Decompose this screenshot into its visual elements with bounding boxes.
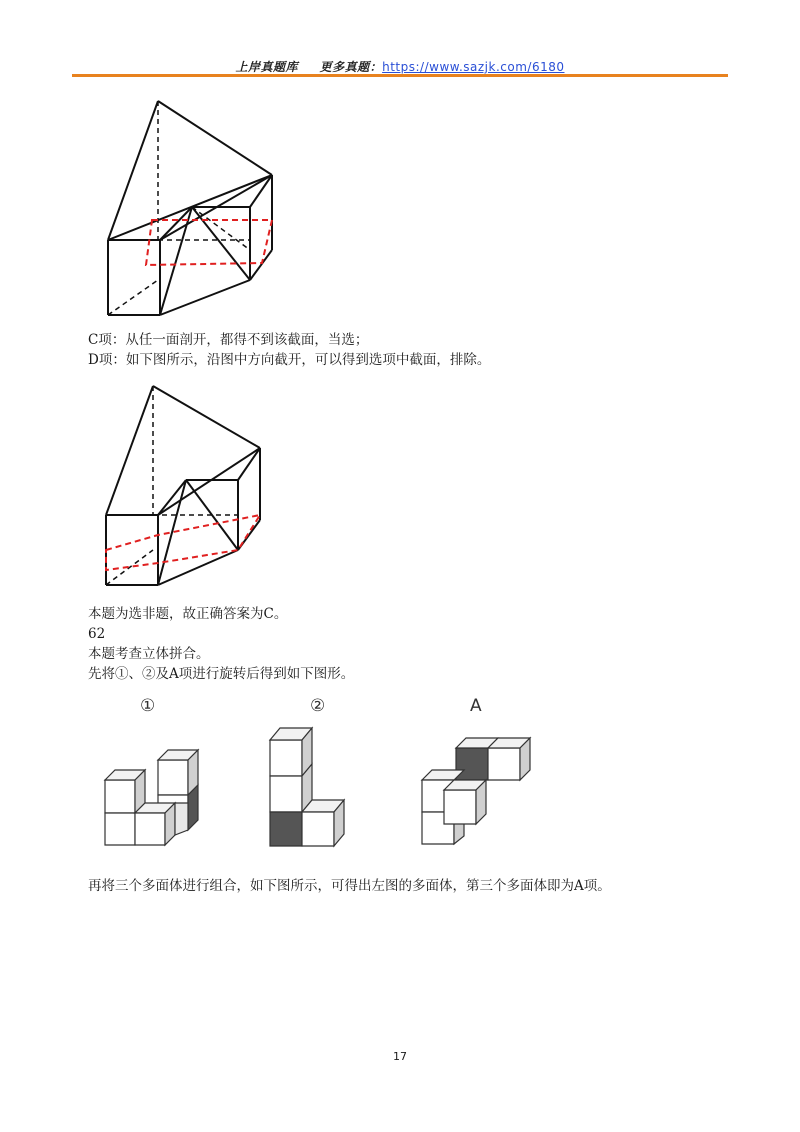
cube-figure-1	[100, 745, 210, 850]
header-rule	[72, 74, 728, 77]
figure-section-d	[98, 380, 278, 590]
text-answer: 本题为选非题，故正确答案为C。	[88, 606, 288, 622]
figure-section-c	[100, 95, 290, 325]
text-step2: 再将三个多面体进行组合，如下图所示，可得出左图的多面体，第三个多面体即为A项。	[88, 878, 611, 894]
cube-figure-2	[266, 722, 366, 850]
header-more-label: 更多真题：	[319, 60, 383, 74]
header-brand: 上岸真题库	[235, 60, 299, 74]
text-option-d: D项：如下图所示，沿图中方向截开，可以得到选项中截面，排除。	[88, 352, 491, 368]
figure-label-2: ②	[310, 696, 326, 716]
page-number: 17	[393, 1050, 407, 1063]
text-question-number: 62	[88, 626, 106, 642]
header-link[interactable]: https://www.sazjk.com/6180	[382, 60, 565, 74]
figure-label-1: ①	[140, 696, 156, 716]
text-topic: 本题考查立体拼合。	[88, 646, 210, 662]
page-header	[72, 58, 728, 75]
figure-label-a: A	[470, 696, 482, 716]
text-option-c: C项：从任一面剖开，都得不到该截面，当选；	[88, 332, 369, 348]
cube-figure-a	[418, 732, 538, 850]
text-step1: 先将①、②及A项进行旋转后得到如下图形。	[88, 666, 355, 682]
